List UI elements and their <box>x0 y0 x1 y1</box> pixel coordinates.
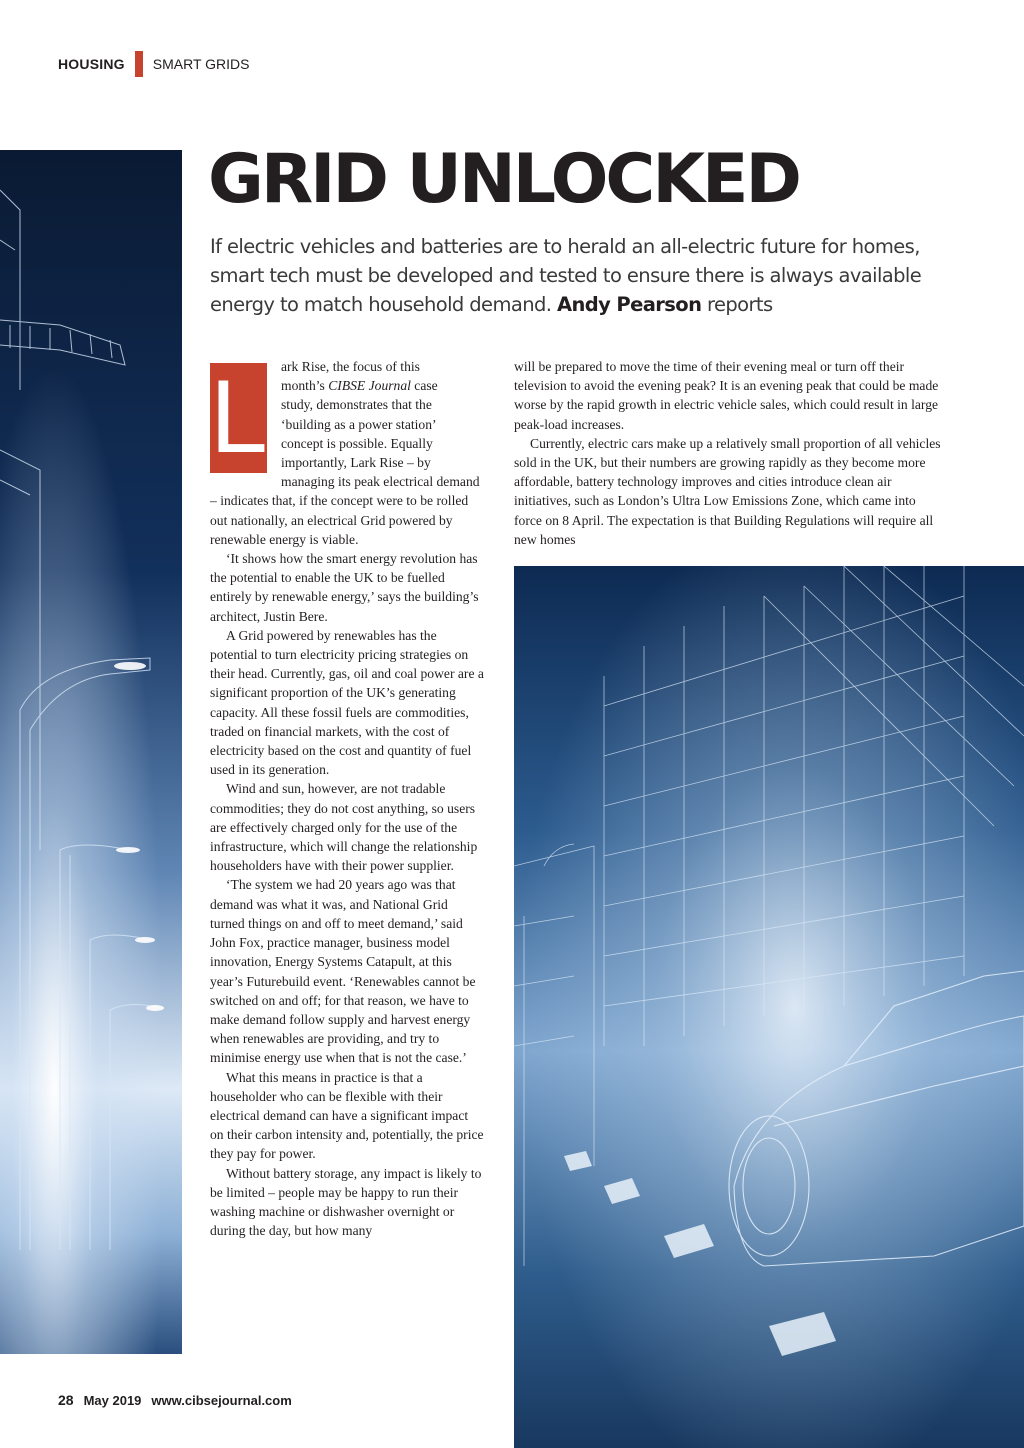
byline-suffix: reports <box>706 293 773 316</box>
intro-line: importantly, Lark Rise – by <box>281 455 431 471</box>
body-paragraph: will be prepared to move the time of their evening meal or turn off their television to avoid the evening peak? It is an evening peak that could be made worse by the rapid growth in electric vehicle sales, which could result in large peak-load increases. <box>514 359 939 432</box>
website-url: www.cibsejournal.com <box>151 1393 292 1408</box>
article-standfirst <box>210 232 940 319</box>
page-number: 28 <box>58 1392 74 1408</box>
standfirst-text: If electric vehicles and batteries are to herald an all-electric future for homes, smart tech must be developed and tested to ensure there is always available energy to match household demand. <box>210 235 922 316</box>
body-paragraph: ‘It shows how the smart energy revolution has the potential to enable the UK to be fuelled entirely by renewable energy,’ says the building’s architect, Justin Bere. <box>210 551 479 624</box>
journal-name: CIBSE Journal <box>328 378 411 394</box>
article-title: GRID UNLOCKED <box>208 140 799 219</box>
intro-line: concept is possible. Equally <box>281 435 433 451</box>
section-header <box>58 50 249 78</box>
intro-rest: managing its peak electrical demand – indicates that, if the concept were to be rolled out nationally, an electrical Grid powered by renewable energy is viable. <box>210 474 480 547</box>
body-paragraph: ‘The system we had 20 years ago was that demand was what it was, and National Grid turned things on and off to meet demand,’ said John Fox, practice manager, business model innovation, Energy Systems Catapult, at this year’s Futurebuild event. ‘Renewables cannot be switched on and off; for that reason, we have to make demand follow supply and harvest energy when renewables are providing, and try to minimise energy use when that is not the case.’ <box>210 877 476 1066</box>
body-paragraph: Wind and sun, however, are not tradable commodities; they do not cost anything, so users are effectively charged only for the use of the infrastructure, which will change the relationship householders have with their power supplier. <box>210 781 478 874</box>
drop-cap: L <box>210 359 268 475</box>
issue-date: May 2019 <box>83 1393 142 1408</box>
intro-line: study, demonstrates that the <box>281 397 432 413</box>
intro-paragraph <box>210 357 484 549</box>
article-column-2 <box>514 357 946 549</box>
left-streetlight-image <box>0 150 182 1354</box>
section-label: HOUSING <box>58 56 125 72</box>
section-sublabel: SMART GRIDS <box>152 56 250 72</box>
intro-line: ark Rise, the focus of this <box>281 359 420 374</box>
body-paragraph: What this means in practice is that a householder who can be flexible with their electrical demand can have a significant impact on their carbon intensity and, potentially, the price they pay for power. <box>210 1069 484 1162</box>
body-paragraph: Without battery storage, any impact is likely to be limited – people may be happy to run their washing machine or dishwasher overnight or during the day, but how many <box>210 1165 482 1239</box>
author-name: Andy Pearson <box>556 293 702 316</box>
intro-line: ‘building as a power station’ <box>281 416 437 432</box>
body-paragraph: A Grid powered by renewables has the potential to turn electricity pricing strategies on their head. Currently, gas, oil and coal power are a significant proportion of the UK’s generating capacity. All these fossil fuels are commodities, traded on financial markets, with the cost of electricity based on the cost and quantity of fuel used in its generation. <box>210 627 484 778</box>
page-footer <box>58 1392 292 1408</box>
wireframe-city-car-image <box>514 566 1024 1448</box>
body-paragraph: Currently, electric cars make up a relatively small proportion of all vehicles sold in the UK, but their numbers are growing rapidly as they become more affordable, battery technology improves and cities introduce clean air initiatives, such as London’s Ultra Low Emissions Zone, which came into force on 8 April. The expectation is that Building Regulations will require all new homes <box>514 435 941 547</box>
section-divider-bar <box>135 51 143 77</box>
article-column-1 <box>210 357 484 1240</box>
intro-line: month’s CIBSE Journal case <box>281 378 438 394</box>
